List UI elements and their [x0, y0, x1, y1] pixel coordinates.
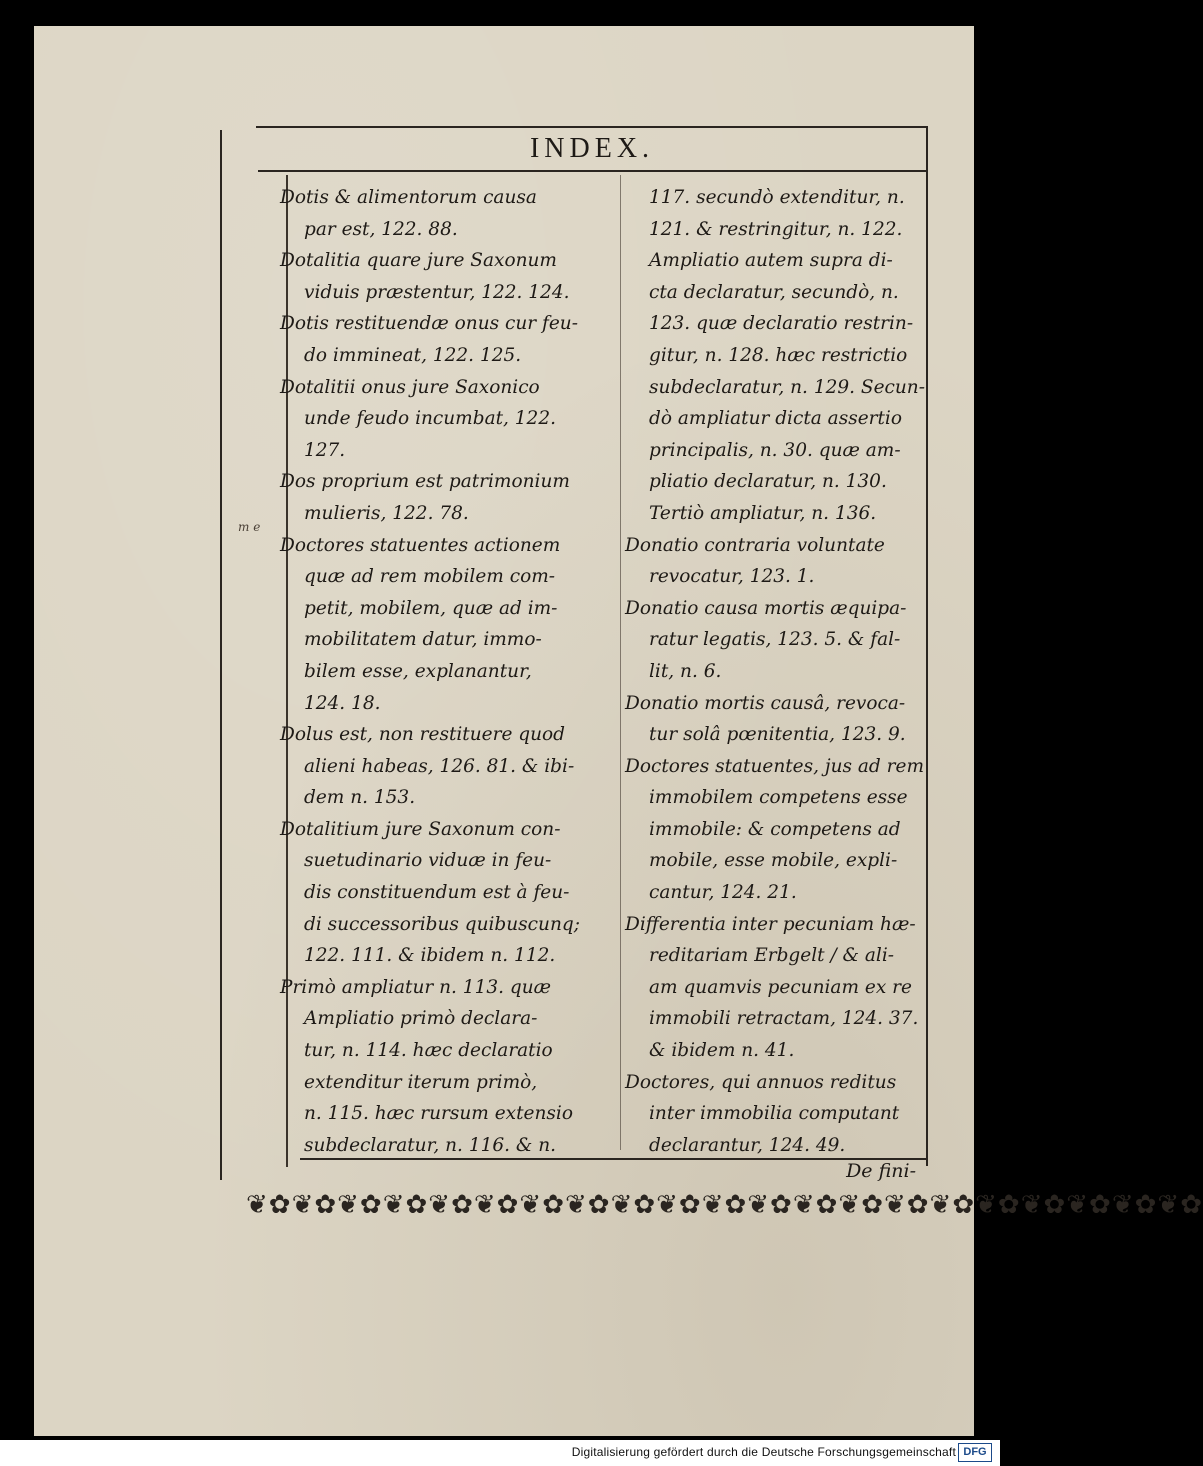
index-line: quæ ad rem mobilem com-	[304, 566, 556, 588]
index-line: extenditur iterum primò,	[304, 1071, 538, 1093]
index-line: Dotalitium jure Saxonum con-	[280, 818, 561, 840]
footer-credit: Digitalisierung gefördert durch die Deutsche Forschungsgemeinschaft	[571, 1445, 956, 1459]
index-line: immobili retractam, 124. 37.	[649, 1008, 919, 1030]
index-line: petit, mobilem, quæ ad im-	[304, 597, 558, 619]
index-line: dò ampliatur dicta assertio	[649, 408, 902, 430]
index-line: 123. quæ declaratio restrin-	[649, 313, 914, 335]
index-line: gitur, n. 128. hæc restrictio	[649, 344, 908, 366]
index-line: lit, n. 6.	[649, 660, 722, 682]
index-line: Tertiò ampliatur, n. 136.	[649, 502, 877, 524]
index-line: dem n. 153.	[304, 787, 416, 809]
index-line: alieni habeas, 126. 81. & ibi-	[304, 755, 575, 777]
index-line: tur, n. 114. hæc declaratio	[304, 1040, 553, 1062]
index-line: Dotalitii onus jure Saxonico	[280, 376, 540, 398]
index-line: ratur legatis, 123. 5. & fal-	[649, 629, 901, 651]
index-line: 122. 111. & ibidem n. 112.	[304, 945, 556, 967]
index-line: pliatio declaratur, n. 130.	[649, 471, 887, 493]
index-line: Dolus est, non restituere quod	[280, 724, 566, 746]
index-line: tur solâ pœnitentia, 123. 9.	[649, 724, 906, 746]
index-line: Ampliatio primò declara-	[304, 1008, 538, 1030]
column-divider	[620, 175, 621, 1150]
index-line: Ampliatio autem supra di-	[649, 250, 893, 272]
index-line: Dotis & alimentorum causa	[280, 187, 537, 208]
index-line: Differentia inter pecuniam hæ-	[625, 913, 916, 935]
frame-left-outer	[220, 130, 222, 1180]
index-line: mulieris, 122. 78.	[304, 502, 469, 524]
index-line: mobilitatem datur, immo-	[304, 629, 542, 651]
index-line: mobile, esse mobile, expli-	[649, 850, 898, 872]
index-line: Doctores, qui annuos reditus	[625, 1071, 897, 1093]
index-line: declarantur, 124. 49.	[649, 1134, 846, 1156]
index-line: Doctores statuentes, jus ad rem	[625, 755, 924, 777]
index-column-right	[625, 182, 925, 1161]
frame-right-outer	[926, 126, 928, 1166]
index-line: Doctores statuentes actionem	[280, 534, 561, 556]
index-line: suetudinario viduæ in feu-	[304, 850, 552, 872]
index-line: par est, 122. 88.	[304, 218, 458, 240]
index-line: reditariam Erbgelt / & ali-	[649, 945, 895, 967]
index-line: Dotalitia quare jure Saxonum	[280, 250, 557, 272]
index-line: revocatur, 123. 1.	[649, 566, 815, 588]
index-line: immobilem competens esse	[649, 787, 908, 809]
index-line: 124. 18.	[304, 692, 381, 714]
index-line: cantur, 124. 21.	[649, 882, 797, 904]
index-line: Primò ampliatur n. 113. quæ	[280, 976, 552, 998]
index-line: Donatio causa mortis æquipa-	[625, 597, 907, 619]
index-line: inter immobilia computant	[649, 1103, 900, 1125]
index-line: Donatio mortis causâ, revoca-	[625, 692, 906, 714]
index-line: bilem esse, explanantur,	[304, 660, 532, 682]
index-line: unde feudo incumbat, 122.	[304, 408, 556, 430]
index-line: Dos proprium est patrimonium	[280, 471, 570, 493]
index-line: am quamvis pecuniam ex re	[649, 976, 912, 998]
head-rule	[258, 170, 926, 172]
index-line: 117. secundò extenditur, n.	[649, 187, 905, 208]
index-line: & ibidem n. 41.	[649, 1040, 795, 1062]
dfg-logo-icon: DFG	[958, 1443, 992, 1462]
index-line: viduis præstentur, 122. 124.	[304, 281, 570, 303]
ornament-border: ❦✿❦✿❦✿❦✿❦✿❦✿❦✿❦✿❦✿❦✿❦✿❦✿❦✿❦✿❦✿❦✿❦✿❦✿❦✿❦✿❦✿	[246, 1190, 1203, 1220]
bottom-rule	[300, 1158, 926, 1160]
index-line: n. 115. hæc rursum extensio	[304, 1103, 573, 1125]
margin-mark: m e	[238, 520, 261, 534]
catchword: De fini-	[846, 1160, 916, 1182]
index-line: Dotis restituendæ onus cur feu-	[280, 313, 578, 335]
index-line: do immineat, 122. 125.	[304, 344, 522, 366]
index-line: cta declaratur, secundò, n.	[649, 281, 899, 303]
index-line: Donatio contraria voluntate	[625, 534, 885, 556]
index-line: subdeclaratur, n. 129. Secun-	[649, 376, 925, 398]
running-head: INDEX.	[529, 133, 655, 164]
index-line: di successoribus quibuscunq;	[304, 913, 580, 935]
index-column-left	[280, 182, 610, 1161]
index-line: dis constituendum est à feu-	[304, 882, 570, 904]
index-line: 121. & restringitur, n. 122.	[649, 218, 903, 240]
index-line: principalis, n. 30. quæ am-	[649, 439, 901, 461]
index-line: subdeclaratur, n. 116. & n.	[304, 1134, 557, 1156]
index-line: 127.	[304, 439, 346, 461]
index-line: immobile: & competens ad	[649, 818, 901, 840]
top-rule	[256, 126, 928, 128]
